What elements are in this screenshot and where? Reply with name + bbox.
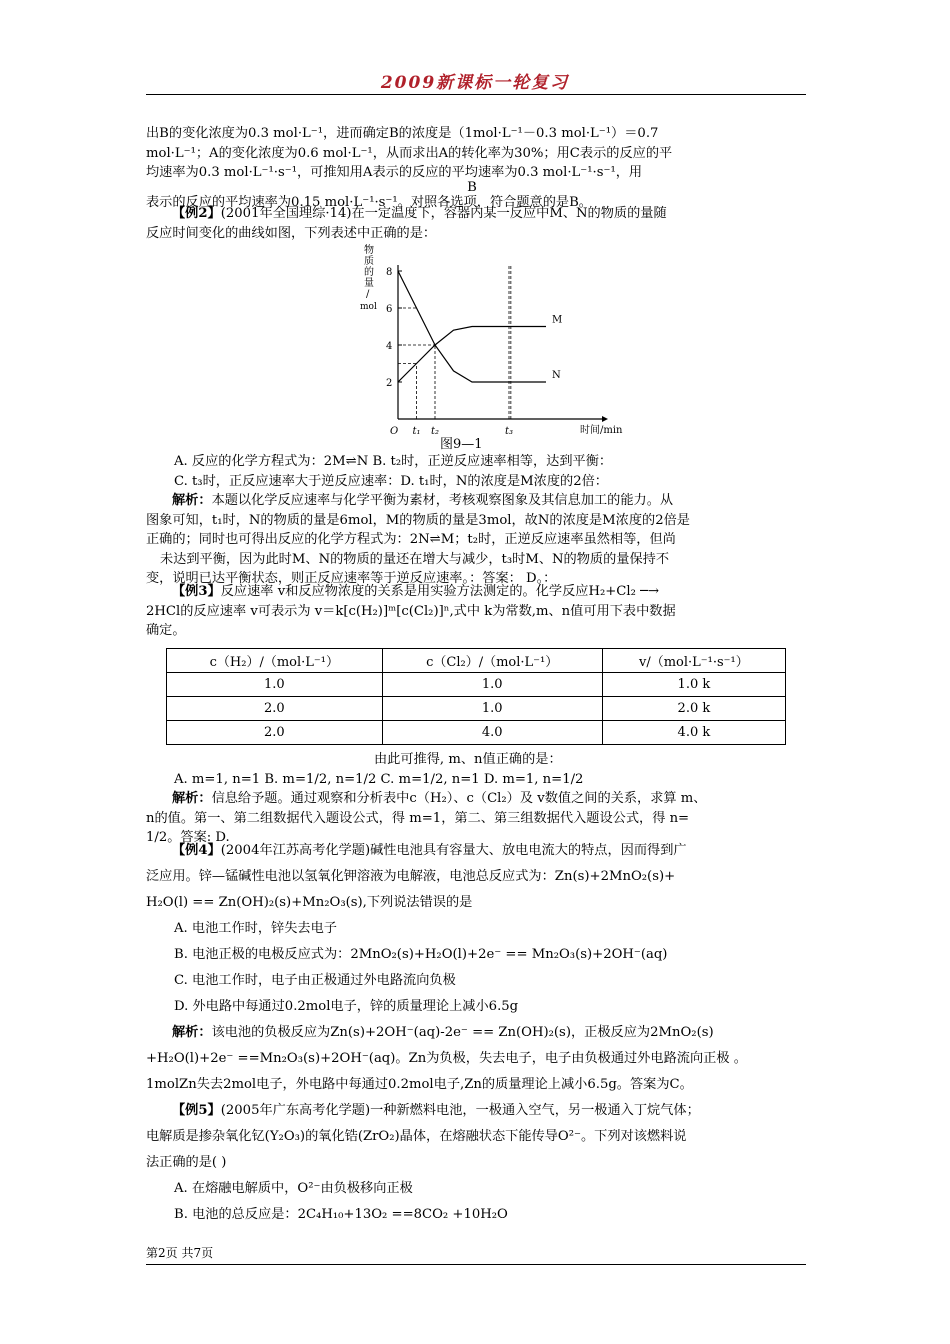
example-5-option-b: B. 电池的总反应是：2C₄H₁₀+13O₂ ==8CO₂ +10H₂O xyxy=(174,1207,508,1222)
y-tick-label: 2 xyxy=(386,378,393,389)
example-2-label: 【例2】 xyxy=(172,206,221,221)
intro-line-1: 出B的变化浓度为0.3 mol·L⁻¹，进而确定B的浓度是（1mol·L⁻¹－0.3 mol·L⁻¹）＝0.7 xyxy=(146,126,659,141)
table-header-cell: c（Cl₂）/（mol·L⁻¹） xyxy=(382,649,602,673)
series-label-M: M xyxy=(552,314,563,326)
table-row xyxy=(167,721,786,745)
example-2-option-a: A. 反应的化学方程式为：2M⇌N B. t₂时，正逆反应速率相等，达到平衡： xyxy=(174,454,613,469)
y-axis-label-1: 物 xyxy=(364,245,374,256)
example-4-line-1: (2004年江苏高考化学题)碱性电池具有容量大、放电电流大的特点，因而得到广 xyxy=(220,843,687,858)
table-cell: 2.0 xyxy=(167,697,383,721)
example-4 xyxy=(146,838,808,1098)
example-5-option-a: A. 在熔融电解质中，O²⁻由负极移向正极 xyxy=(174,1181,413,1196)
intro-line-3: 均速率为0.3 mol·L⁻¹·s⁻¹，可推知用A表示的反应的平均速率为0.3 mol·L⁻¹·s⁻¹，用 xyxy=(146,165,643,180)
example-4-option-b: B. 电池正极的电极反应式为：2MnO₂(s)+H₂O(l)+2e⁻ == Mn₂O₃(s)+2OH⁻(aq) xyxy=(174,947,668,962)
table-cell: 1.0 k xyxy=(602,673,785,697)
table-cell: 4.0 xyxy=(382,721,602,745)
intro-paragraph xyxy=(146,124,808,212)
example-4-analysis-label: 解析： xyxy=(172,1025,212,1040)
x-tick-label: O xyxy=(390,426,399,437)
y-tick-label: 4 xyxy=(386,341,393,352)
example-2-analysis-label: 解析： xyxy=(172,493,212,508)
example-3-answer xyxy=(146,750,808,848)
example-4-label: 【例4】 xyxy=(172,843,221,858)
example-3-analysis-3: 1/2。答案: D. xyxy=(146,830,230,845)
chart-ticks xyxy=(386,267,513,437)
table-header-row xyxy=(167,649,786,673)
example-3-after-table: 由此可推得, m、n值正确的是： xyxy=(374,752,562,767)
y-axis-label-5: / xyxy=(366,289,370,300)
chart-series xyxy=(398,265,562,419)
example-4-line-3: H₂O(l) == Zn(OH)₂(s)+Mn₂O₃(s),下列说法错误的是 xyxy=(146,895,473,910)
example-3-question xyxy=(146,582,808,641)
example-2-line-2: 反应时间变化的曲线如图，下列表述中正确的是： xyxy=(146,225,437,241)
example-2-options xyxy=(146,452,808,589)
example-2-analysis-5: 变，说明已达平衡状态，则正反应速率等于逆反应速率。：答案： D。： xyxy=(146,571,557,586)
y-axis-label-unit: mol xyxy=(360,302,377,312)
example-3-analysis-2: n的值。第一、第二组数据代入题设公式，得 m=1，第二、第三组数据代入题设公式，得 n= xyxy=(146,810,690,826)
example-4-option-c: C. 电池工作时，电子由正极通过外电路流向负极 xyxy=(174,973,456,988)
header-title: 2009新课标一轮复习 xyxy=(380,73,570,93)
intro-line-4: 表示的反应的平均速率为0.15 mol·L⁻¹·s⁻¹。对照各选项，符合题意的是B。 xyxy=(146,194,592,210)
y-tick-label: 8 xyxy=(386,267,393,278)
series-label-N: N xyxy=(552,370,561,381)
example-2-option-c: C. t₃时，正反应速率大于逆反应速率：D. t₁时，N的浓度是M浓度的2倍： xyxy=(174,473,608,489)
y-axis-label-3: 的 xyxy=(364,267,374,278)
example-5-line-2: 电解质是掺杂氧化钇(Y₂O₃)的氧化锆(ZrO₂)晶体，在熔融状态下能传导O²⁻。下列对该燃料说 xyxy=(146,1129,687,1144)
x-tick-label: t₂ xyxy=(431,426,440,437)
example-2-analysis-1: 本题以化学反应速率与化学平衡为素材，考核观察图象及其信息加工的能力。从 xyxy=(211,493,674,508)
example-3-label: 【例3】 xyxy=(172,584,221,599)
rate-data-table xyxy=(166,648,786,745)
example-4-line-2: 泛应用。锌—锰碱性电池以氢氧化钾溶液为电解液，电池总反应式为：Zn(s)+2MnO₂(s)+ xyxy=(146,869,676,884)
table-row xyxy=(167,673,786,697)
example-3-line-1: 反应速率 v和反应物浓度的关系是用实验方法测定的。化学反应H₂+Cl₂ ─→ xyxy=(220,584,660,599)
example-3-options: A. m=1, n=1 B. m=1/2, n=1/2 C. m=1/2, n=1 D. m=1, n=1/2 xyxy=(174,771,584,787)
x-tick-label: t₃ xyxy=(505,426,514,437)
table-cell: 2.0 xyxy=(167,721,383,745)
series-line-M xyxy=(398,327,546,383)
x-axis-arrow xyxy=(602,416,608,422)
footer-rule xyxy=(146,1264,806,1265)
example-4-option-a: A. 电池工作时，锌失去电子 xyxy=(174,921,337,936)
table-header-cell: c（H₂）/（mol·L⁻¹） xyxy=(167,649,383,673)
y-axis-label-4: 量 xyxy=(364,278,374,289)
table-cell: 2.0 k xyxy=(602,697,785,721)
example-5-label: 【例5】 xyxy=(172,1103,221,1118)
table-cell: 1.0 xyxy=(382,697,602,721)
example-5-line-1: (2005年广东高考化学题)一种新燃料电池，一极通入空气，另一极通入丁烷气体； xyxy=(220,1103,700,1118)
example-4-analysis-2: +H₂O(l)+2e⁻ ==Mn₂O₃(s)+2OH⁻(aq)。Zn为负极，失去电子，电子由负极通过外电路流向正极 。 xyxy=(146,1051,747,1066)
example-2-analysis-4: 未达到平衡，因为此时M、N的物质的量还在增大与减少，t₃时M、N的物质的量保持不 xyxy=(160,551,670,567)
example-4-analysis-1: 该电池的负极反应为Zn(s)+2OH⁻(aq)-2e⁻ == Zn(OH)₂(s)，正极反应为2MnO₂(s) xyxy=(211,1025,714,1040)
example-3-line-2: 2HCl的反应速率 v可表示为 v＝k[c(H₂)]ᵐ[c(Cl₂)]ⁿ,式中 k为常数,m、n值可用下表中数据 xyxy=(146,603,676,619)
example-4-option-d: D. 外电路中每通过0.2mol电子，锌的质量理论上减小6.5g xyxy=(174,999,519,1014)
chart-axes xyxy=(398,265,608,422)
table-header-cell: v/（mol·L⁻¹·s⁻¹） xyxy=(602,649,785,673)
example-2-analysis-3: 正确的；同时也可得出反应的化学方程式为：2N⇌M；t₂时，正逆反应速率虽然相等，但尚 xyxy=(146,532,676,547)
y-axis-label-2: 质 xyxy=(364,256,374,267)
x-axis-label: 时间/min xyxy=(580,425,623,436)
y-tick-label: 6 xyxy=(386,304,393,315)
amount-time-chart xyxy=(350,245,623,437)
table-cell: 1.0 xyxy=(167,673,383,697)
table-cell: 4.0 k xyxy=(602,721,785,745)
example-3-analysis-label: 解析： xyxy=(172,791,212,806)
header-rule xyxy=(146,94,806,95)
example-3-line-3: 确定。 xyxy=(146,623,186,638)
example-2-line-1: (2001年全国理综·14)在一定温度下，容器内某一反应中M、N的物质的量随 xyxy=(220,206,667,221)
table-cell: 1.0 xyxy=(382,673,602,697)
example-2-analysis-2: 图象可知，t₁时，N的物质的量是6mol，M的物质的量是3mol，故N的浓度是M浓度的2倍是 xyxy=(146,512,690,528)
x-tick-label: t₁ xyxy=(412,426,421,437)
table-row xyxy=(167,697,786,721)
example-5 xyxy=(146,1098,808,1228)
page-number: 第2页 共7页 xyxy=(146,1246,214,1260)
example-3-analysis-1: 信息给予题。通过观察和分析表中c（H₂）、c（Cl₂）及 v数值之间的关系，求算 m、 xyxy=(211,791,707,806)
figure-caption: 图9—1 xyxy=(440,437,483,452)
example-5-line-3: 法正确的是( ) xyxy=(146,1155,227,1170)
intro-line-2: mol·L⁻¹；A的变化浓度为0.6 mol·L⁻¹，从而求出A的转化率为30%；用C表示的反应的平 xyxy=(146,145,673,161)
example-4-analysis-3: 1molZn失去2mol电子，外电路中每通过0.2mol电子,Zn的质量理论上减小6.5g。答案为C。 xyxy=(146,1077,693,1092)
example-2-question xyxy=(146,204,808,243)
intro-line-3b: B xyxy=(467,179,477,195)
